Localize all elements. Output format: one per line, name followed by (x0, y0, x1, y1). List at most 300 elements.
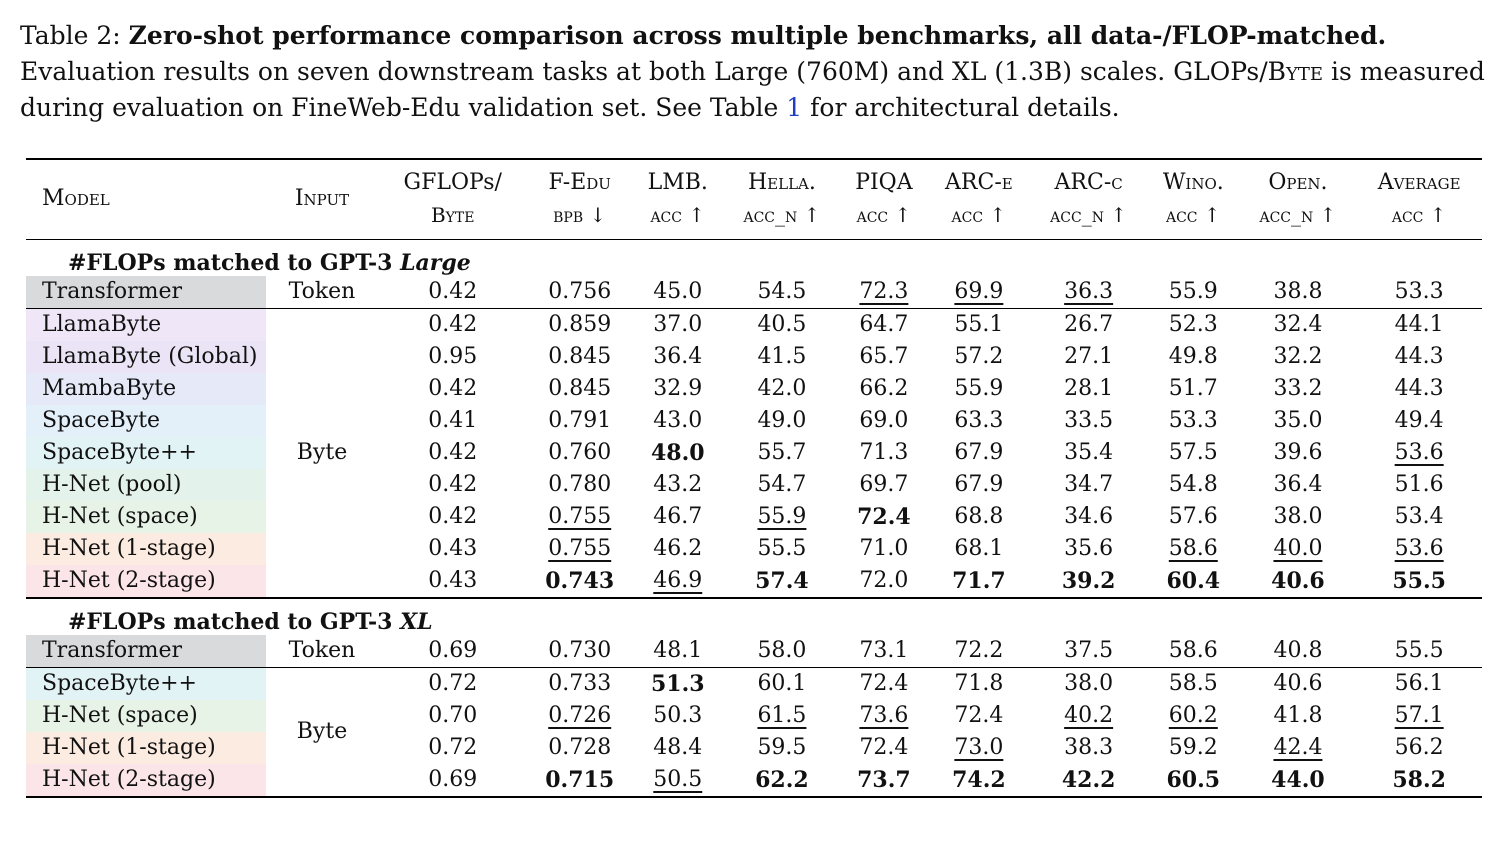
value-cell (1356, 341, 1482, 373)
model-cell: H-Net (pool) (26, 469, 266, 501)
value: 0.42 (428, 472, 478, 497)
header-model: Model (42, 186, 110, 212)
value-cell (1356, 764, 1482, 797)
value-cell (378, 700, 527, 732)
value-cell (724, 341, 841, 373)
value: 67.9 (954, 472, 1004, 497)
value: 71.0 (859, 536, 909, 561)
value: 0.743 (545, 567, 615, 594)
value: 60.5 (1166, 766, 1221, 793)
value-cell (378, 469, 527, 501)
value-cell (632, 764, 724, 797)
value-cell (1030, 732, 1147, 764)
header-top: Average (1377, 169, 1461, 195)
header-top: Hella. (747, 169, 816, 195)
value: 36.4 (653, 344, 703, 369)
caption-byte: Byte (1267, 57, 1324, 86)
value-cell (928, 667, 1031, 700)
value-cell (1030, 501, 1147, 533)
value: 0.95 (428, 344, 478, 369)
value: 43.2 (653, 472, 703, 497)
header-bottom: acc_n ↑ (743, 202, 821, 227)
value-cell (378, 764, 527, 797)
header-hella (724, 159, 841, 239)
value: 0.730 (548, 638, 612, 663)
value-cell (840, 565, 927, 598)
value: 43.0 (653, 408, 703, 433)
value: 62.2 (755, 766, 809, 793)
value-cell (1356, 437, 1482, 469)
value: 72.4 (859, 735, 909, 760)
value-cell (840, 469, 927, 501)
table-row (26, 405, 1482, 437)
table-row (26, 565, 1482, 598)
value: 40.8 (1273, 638, 1323, 663)
model-cell: H-Net (space) (26, 700, 266, 732)
value-cell (632, 667, 724, 700)
table-row (26, 635, 1482, 668)
value-cell (840, 405, 927, 437)
value: 36.4 (1273, 472, 1323, 497)
value: 27.1 (1064, 344, 1114, 369)
header-top: Open. (1268, 169, 1328, 195)
value-cell (527, 469, 632, 501)
value: 66.2 (859, 376, 909, 401)
value: 38.8 (1273, 279, 1323, 304)
value: 41.5 (757, 344, 807, 369)
value: 33.5 (1064, 408, 1114, 433)
value-cell (527, 501, 632, 533)
value-cell (928, 732, 1031, 764)
value-cell (378, 667, 527, 700)
value: 46.9 (653, 568, 703, 593)
value-cell (1356, 405, 1482, 437)
table-row (26, 501, 1482, 533)
value-cell (1240, 732, 1357, 764)
input-cell: Token (288, 279, 356, 304)
value-cell (840, 667, 927, 700)
header-top: GFLOPs/ (403, 169, 502, 195)
value-cell (928, 501, 1031, 533)
value-cell (724, 373, 841, 405)
results-table (26, 158, 1482, 798)
value: 55.5 (1392, 567, 1446, 594)
model-cell: SpaceByte++ (26, 667, 266, 700)
value-cell (527, 732, 632, 764)
value-cell (378, 437, 527, 469)
value: 0.43 (428, 536, 478, 561)
value: 39.6 (1273, 440, 1323, 465)
value: 72.0 (859, 568, 909, 593)
value-cell (527, 764, 632, 797)
value: 44.3 (1394, 376, 1444, 401)
value-cell (1030, 373, 1147, 405)
header-top: ARC-c (1054, 169, 1123, 195)
model-cell: LlamaByte (Global) (26, 341, 266, 373)
header-fedu (527, 159, 632, 239)
value-cell (1147, 501, 1240, 533)
header-top: LMB. (647, 169, 708, 195)
value: 73.0 (954, 735, 1004, 760)
table-reference-link[interactable]: 1 (786, 93, 803, 122)
value-cell (527, 276, 632, 309)
header-lmb (632, 159, 724, 239)
value-cell (378, 308, 527, 341)
caption-text-2: is measured during evaluation on FineWeb-Edu validation set. See Table (20, 57, 1485, 122)
value: 34.6 (1064, 504, 1114, 529)
value-cell (632, 373, 724, 405)
value: 59.2 (1168, 735, 1218, 760)
model-cell: H-Net (2-stage) (26, 764, 266, 797)
value: 68.1 (954, 536, 1004, 561)
value: 0.42 (428, 376, 478, 401)
value-cell (1240, 533, 1357, 565)
header-bottom: acc ↑ (650, 202, 706, 227)
value: 0.755 (548, 504, 612, 529)
caption-label: Table 2: (20, 21, 121, 50)
value: 0.42 (428, 312, 478, 337)
value: 57.1 (1394, 703, 1444, 728)
value-cell (1147, 405, 1240, 437)
value-cell (632, 501, 724, 533)
value-cell (1356, 276, 1482, 309)
value-cell (1240, 308, 1357, 341)
value: 34.7 (1064, 472, 1114, 497)
value-cell (840, 276, 927, 309)
section-title-row (26, 598, 1482, 635)
value-cell (1147, 635, 1240, 668)
value-cell (1030, 341, 1147, 373)
model-cell: H-Net (2-stage) (26, 565, 266, 598)
value-cell (724, 469, 841, 501)
value: 46.2 (653, 536, 703, 561)
value-cell (1240, 565, 1357, 598)
value-cell (928, 405, 1031, 437)
value: 55.7 (757, 440, 807, 465)
header-bottom: acc ↑ (856, 202, 912, 227)
header-bottom: acc ↑ (1165, 202, 1221, 227)
table-row (26, 700, 1482, 732)
value-cell (1030, 667, 1147, 700)
value: 54.8 (1168, 472, 1218, 497)
value: 58.5 (1168, 671, 1218, 696)
value: 42.2 (1061, 766, 1116, 793)
value: 37.0 (653, 312, 703, 337)
value: 0.70 (428, 703, 478, 728)
value: 72.4 (859, 671, 909, 696)
value-cell (928, 437, 1031, 469)
value-cell (527, 667, 632, 700)
value: 0.715 (545, 766, 615, 793)
value-cell (1030, 308, 1147, 341)
value-cell (378, 635, 527, 668)
value-cell (928, 533, 1031, 565)
value: 53.6 (1394, 440, 1444, 465)
value: 32.9 (653, 376, 703, 401)
table-row (26, 276, 1482, 309)
value: 0.72 (428, 671, 478, 696)
value-cell (928, 308, 1031, 341)
value: 38.3 (1064, 735, 1114, 760)
value: 55.9 (757, 504, 807, 529)
value: 73.7 (857, 766, 911, 793)
header-average (1356, 159, 1482, 239)
value-cell (1240, 373, 1357, 405)
table-row (26, 308, 1482, 341)
value: 72.4 (857, 503, 911, 530)
value-cell (527, 308, 632, 341)
value: 28.1 (1064, 376, 1114, 401)
value-cell (1240, 700, 1357, 732)
value-cell (724, 635, 841, 668)
value: 55.1 (954, 312, 1004, 337)
model-cell: H-Net (1-stage) (26, 732, 266, 764)
header-bottom: acc_n ↑ (1259, 202, 1337, 227)
value: 38.0 (1273, 504, 1323, 529)
value-cell (724, 565, 841, 598)
value-cell (1147, 732, 1240, 764)
value-cell (724, 308, 841, 341)
header-bottom: acc_n ↑ (1050, 202, 1128, 227)
model-cell: LlamaByte (26, 308, 266, 341)
header-row (26, 159, 1482, 239)
header-top: PIQA (855, 169, 913, 195)
value: 0.756 (548, 279, 612, 304)
value-cell (378, 501, 527, 533)
value-cell (1147, 667, 1240, 700)
value-cell (840, 533, 927, 565)
model-cell: Transformer (26, 276, 266, 309)
header-bottom: bpb ↓ (553, 202, 607, 227)
value: 55.9 (1168, 279, 1218, 304)
value-cell (632, 341, 724, 373)
header-wino (1147, 159, 1240, 239)
header-input: Input (294, 186, 350, 212)
value-cell (840, 373, 927, 405)
value: 40.6 (1273, 671, 1323, 696)
value: 49.0 (757, 408, 807, 433)
value: 44.3 (1394, 344, 1444, 369)
value-cell (1356, 533, 1482, 565)
value: 49.8 (1168, 344, 1218, 369)
value-cell (724, 437, 841, 469)
value: 51.3 (650, 670, 705, 697)
value: 63.3 (954, 408, 1004, 433)
value: 58.6 (1168, 536, 1218, 561)
value-cell (527, 700, 632, 732)
value: 0.72 (428, 735, 478, 760)
value: 0.42 (428, 279, 478, 304)
value-cell (1030, 276, 1147, 309)
value: 60.4 (1166, 567, 1221, 594)
table-row (26, 764, 1482, 797)
value: 67.9 (954, 440, 1004, 465)
value-cell (1356, 373, 1482, 405)
value: 53.3 (1168, 408, 1218, 433)
value: 0.41 (428, 408, 478, 433)
header-open (1240, 159, 1357, 239)
value: 40.0 (1273, 536, 1323, 561)
value-cell (632, 437, 724, 469)
value-cell (1240, 405, 1357, 437)
value: 33.2 (1273, 376, 1323, 401)
value: 0.780 (548, 472, 612, 497)
table-row (26, 469, 1482, 501)
value: 51.7 (1168, 376, 1218, 401)
value: 57.2 (954, 344, 1004, 369)
section-title-prefix: #FLOPs matched to GPT-3 (68, 608, 393, 635)
value-cell (928, 373, 1031, 405)
header-top: F-Edu (548, 169, 611, 195)
value: 54.7 (757, 472, 807, 497)
value: 44.1 (1394, 312, 1444, 337)
value: 54.5 (757, 279, 807, 304)
value: 53.4 (1394, 504, 1444, 529)
value: 72.4 (954, 703, 1004, 728)
table-row (26, 533, 1482, 565)
value: 42.4 (1273, 735, 1323, 760)
model-cell: H-Net (1-stage) (26, 533, 266, 565)
value-cell (1356, 635, 1482, 668)
table-row (26, 437, 1482, 469)
value: 48.0 (650, 439, 705, 466)
value: 58.6 (1168, 638, 1218, 663)
value-cell (928, 700, 1031, 732)
value-cell (928, 764, 1031, 797)
value: 57.6 (1168, 504, 1218, 529)
value-cell (840, 501, 927, 533)
value: 45.0 (653, 279, 703, 304)
value: 72.3 (859, 279, 909, 304)
value: 40.2 (1064, 703, 1114, 728)
value-cell (378, 373, 527, 405)
value: 55.9 (954, 376, 1004, 401)
value-cell (1147, 373, 1240, 405)
value: 56.2 (1394, 735, 1444, 760)
value: 0.43 (428, 568, 478, 593)
value: 0.845 (548, 344, 612, 369)
header-piqa (840, 159, 927, 239)
value-cell (840, 437, 927, 469)
model-cell: SpaceByte (26, 405, 266, 437)
value-cell (1147, 533, 1240, 565)
value-cell (527, 405, 632, 437)
model-cell: SpaceByte++ (26, 437, 266, 469)
value: 36.3 (1064, 279, 1114, 304)
value: 0.760 (548, 440, 612, 465)
value: 0.69 (428, 638, 478, 663)
value-cell (1030, 437, 1147, 469)
value: 0.859 (548, 312, 612, 337)
value: 35.4 (1064, 440, 1114, 465)
value-cell (378, 732, 527, 764)
table-row (26, 667, 1482, 700)
value-cell (632, 469, 724, 501)
value-cell (1240, 667, 1357, 700)
model-cell: Transformer (26, 635, 266, 668)
value: 58.0 (757, 638, 807, 663)
value-cell (632, 308, 724, 341)
table-row (26, 732, 1482, 764)
value-cell (1030, 635, 1147, 668)
table-caption (20, 18, 1490, 126)
value-cell (724, 700, 841, 732)
value: 73.1 (859, 638, 909, 663)
value-cell (632, 635, 724, 668)
value-cell (1356, 501, 1482, 533)
value: 40.6 (1271, 567, 1325, 594)
value-cell (840, 635, 927, 668)
header-arce (928, 159, 1031, 239)
value-cell (724, 276, 841, 309)
value: 35.0 (1273, 408, 1323, 433)
value-cell (1147, 276, 1240, 309)
value-cell (632, 732, 724, 764)
value-cell (1030, 565, 1147, 598)
value-cell (632, 405, 724, 437)
value-cell (1147, 565, 1240, 598)
value-cell (1240, 276, 1357, 309)
value-cell (632, 700, 724, 732)
value-cell (840, 764, 927, 797)
value-cell (1356, 732, 1482, 764)
value-cell (378, 533, 527, 565)
value-cell (840, 341, 927, 373)
header-gflops (378, 159, 527, 239)
value: 0.42 (428, 440, 478, 465)
value-cell (1356, 667, 1482, 700)
value: 56.1 (1394, 671, 1444, 696)
value: 0.845 (548, 376, 612, 401)
value-cell (928, 276, 1031, 309)
value-cell (1030, 469, 1147, 501)
value: 61.5 (757, 703, 807, 728)
value: 53.3 (1394, 279, 1444, 304)
value-cell (527, 437, 632, 469)
value: 64.7 (859, 312, 909, 337)
section-title (26, 598, 1482, 635)
input-cell: Byte (296, 440, 348, 465)
value: 60.1 (757, 671, 807, 696)
value: 0.733 (548, 671, 612, 696)
value-cell (724, 732, 841, 764)
value-cell (632, 276, 724, 309)
value-cell (527, 565, 632, 598)
value: 0.728 (548, 735, 612, 760)
table-body (26, 239, 1482, 797)
model-cell: H-Net (space) (26, 501, 266, 533)
value-cell (928, 565, 1031, 598)
value: 26.7 (1064, 312, 1114, 337)
value-cell (928, 341, 1031, 373)
value-cell (527, 341, 632, 373)
value: 41.8 (1273, 703, 1323, 728)
value-cell (1240, 469, 1357, 501)
value: 65.7 (859, 344, 909, 369)
value: 60.2 (1168, 703, 1218, 728)
value: 69.9 (954, 279, 1004, 304)
value: 73.6 (859, 703, 909, 728)
value: 69.0 (859, 408, 909, 433)
header-top: Wino. (1162, 169, 1224, 195)
value: 71.3 (859, 440, 909, 465)
value-cell (1356, 308, 1482, 341)
table-row (26, 341, 1482, 373)
input-cell: Byte (296, 719, 348, 744)
value: 72.2 (954, 638, 1004, 663)
value: 53.6 (1394, 536, 1444, 561)
value-cell (1356, 700, 1482, 732)
